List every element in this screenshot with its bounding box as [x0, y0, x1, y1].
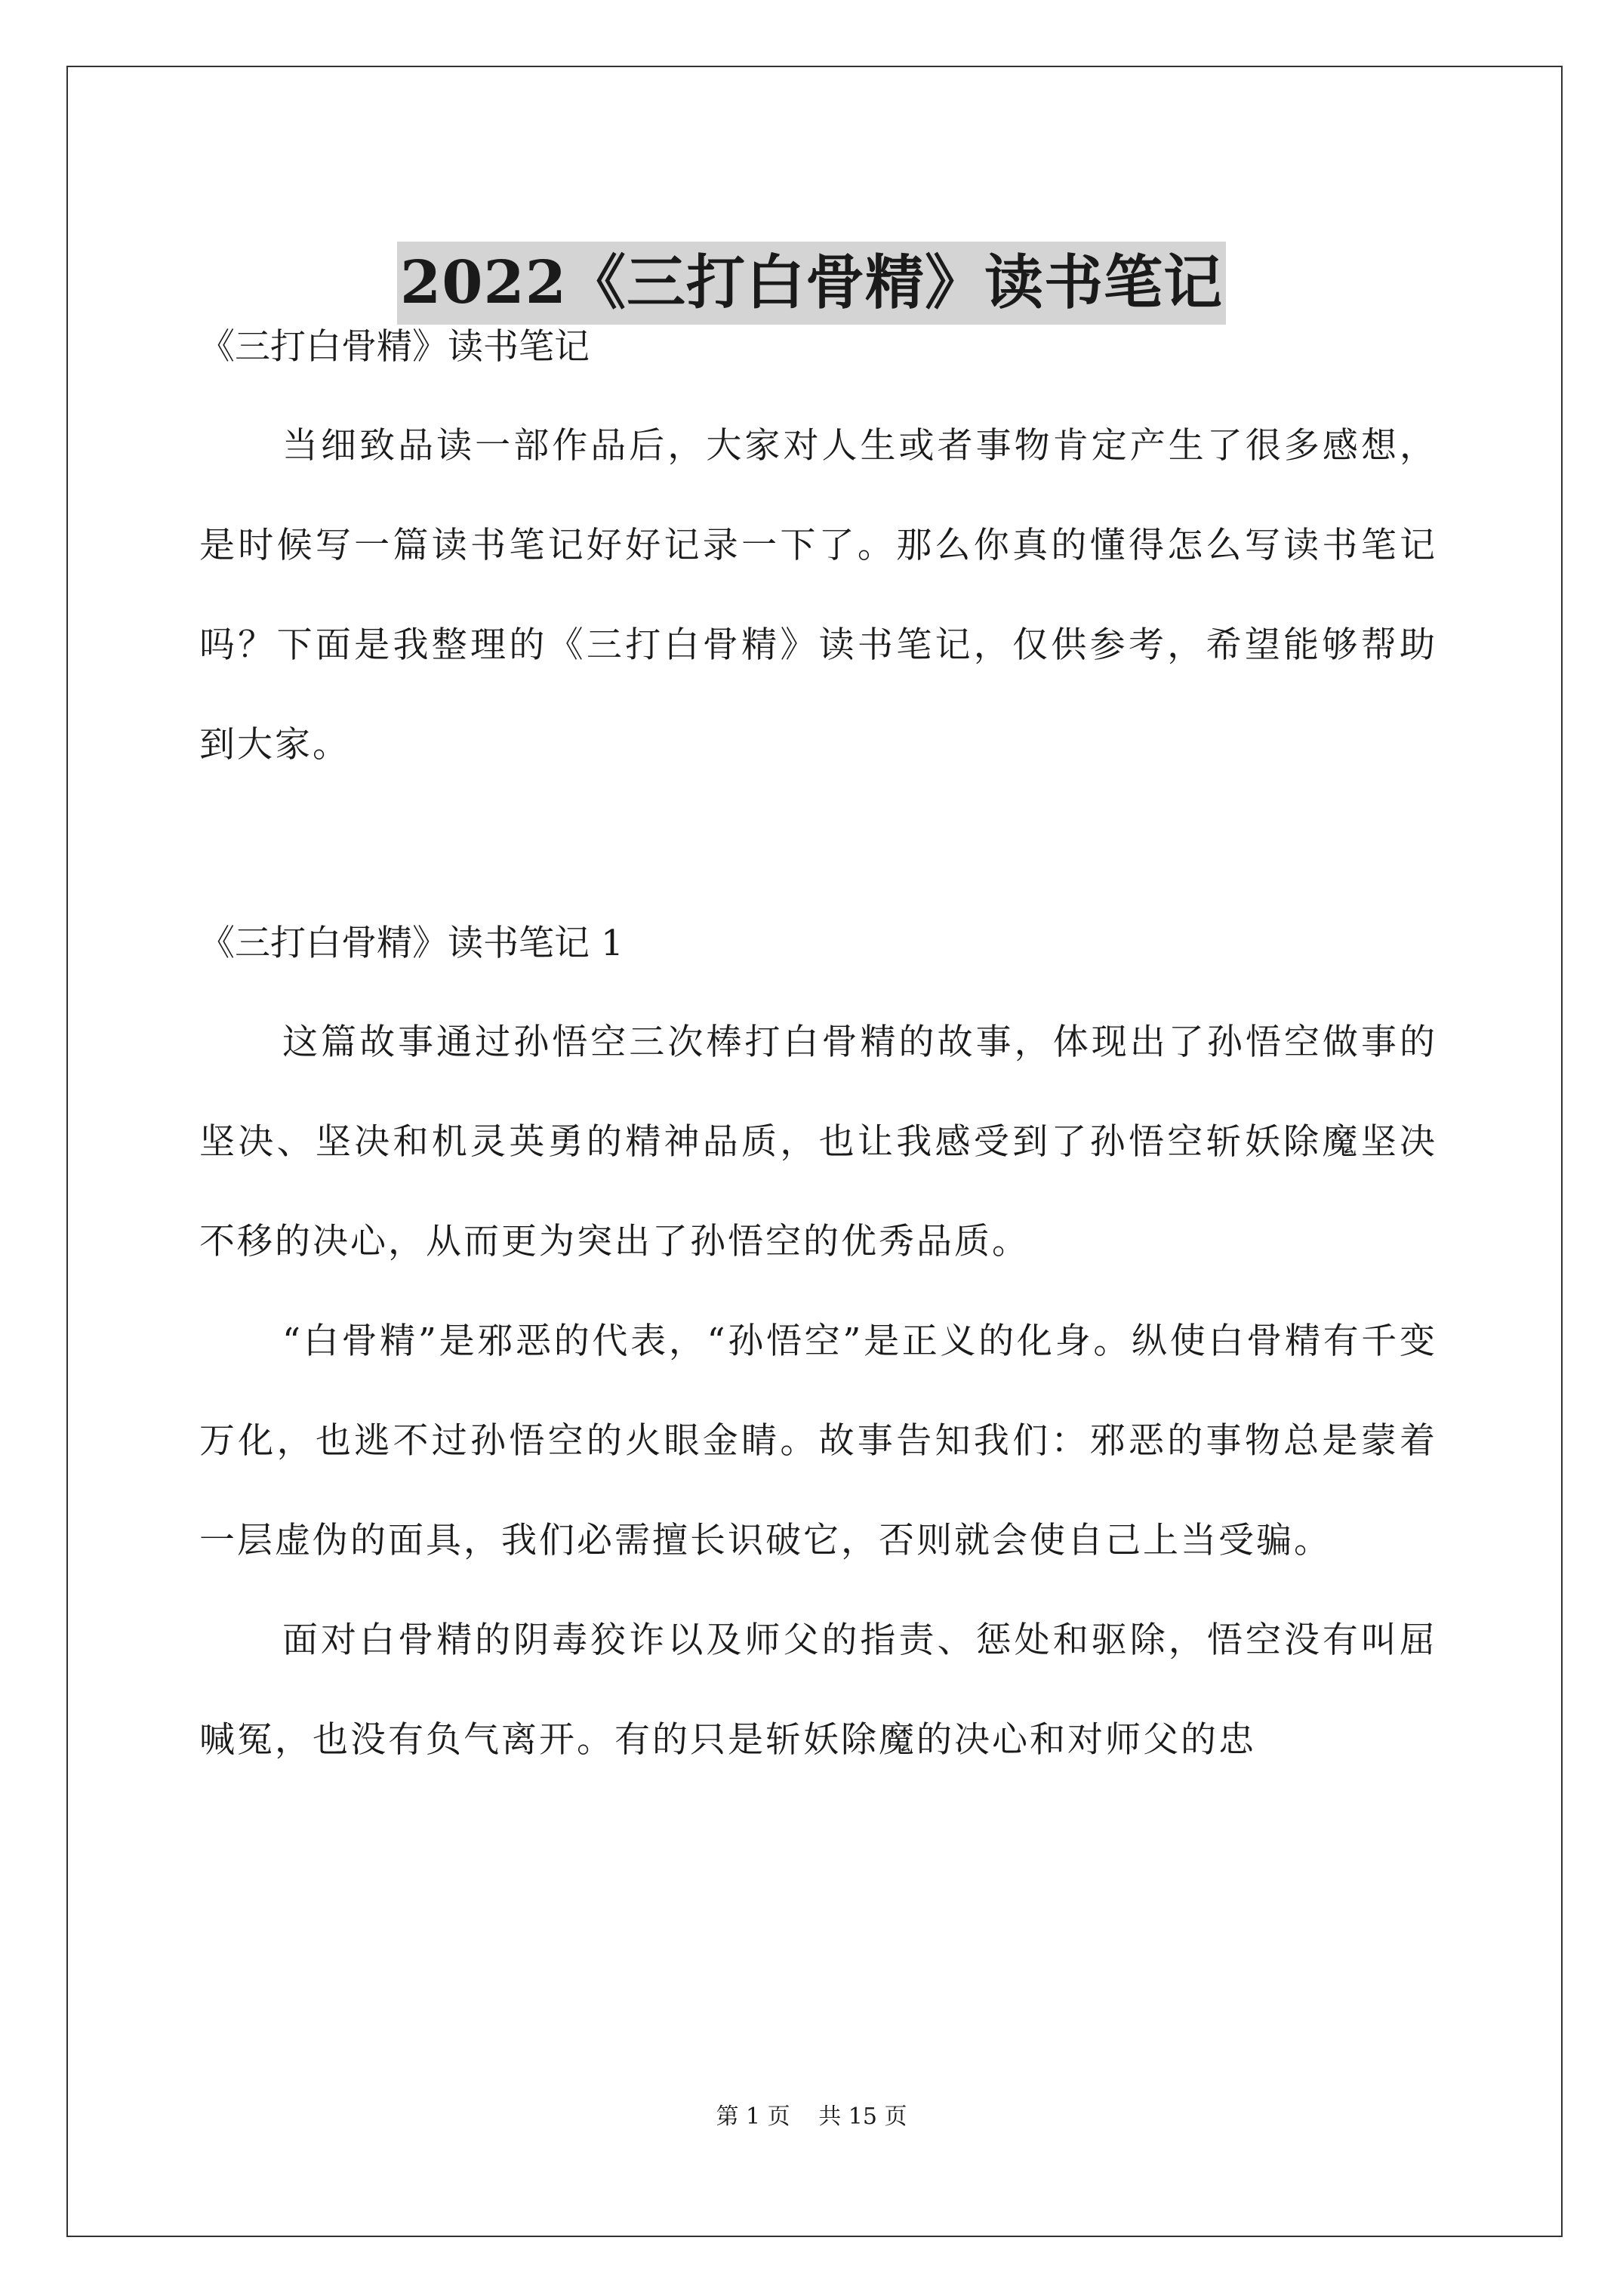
page-footer: [0, 2097, 1623, 2131]
body-paragraph: “白骨精”是邪恶的代表，“孙悟空”是正义的化身。纵使白骨精有千变万化，也逃不过孙悟空的火眼金睛。故事告知我们：邪恶的事物总是蒙着一层虚伪的面具，我们必需擅长识破它，否则就会使自己上当受骗。: [199, 1321, 1437, 1561]
section-spacer: [199, 795, 1437, 895]
page-total: 共 15 页: [818, 2103, 907, 2130]
section-heading: 《三打白骨精》读书笔记 1: [199, 923, 624, 964]
body-paragraph: 面对白骨精的阴毒狡诈以及师父的指责、惩处和驱除，悟空没有叫屈喊冤，也没有负气离开。有的只是斩妖除魔的决心和对师父的忠: [199, 1620, 1437, 1761]
intro-heading: 《三打白骨精》读书笔记: [199, 326, 590, 368]
document-body: [199, 298, 1437, 1790]
document-title: 2022《三打白骨精》读书笔记: [397, 242, 1226, 325]
body-paragraph: 这篇故事通过孙悟空三次棒打白骨精的故事，体现出了孙悟空做事的坚决、坚决和机灵英勇的精神品质，也让我感受到了孙悟空斩妖除魔坚决不移的决心，从而更为突出了孙悟空的优秀品质。: [199, 1022, 1437, 1262]
intro-paragraph: 当细致品读一部作品后，大家对人生或者事物肯定产生了很多感想，是时候写一篇读书笔记好好记录一下了。那么你真的懂得怎么写读书笔记吗？下面是我整理的《三打白骨精》读书笔记，仅供参考，希望能够帮助到大家。: [199, 425, 1437, 766]
page-number: 第 1 页: [716, 2103, 790, 2130]
